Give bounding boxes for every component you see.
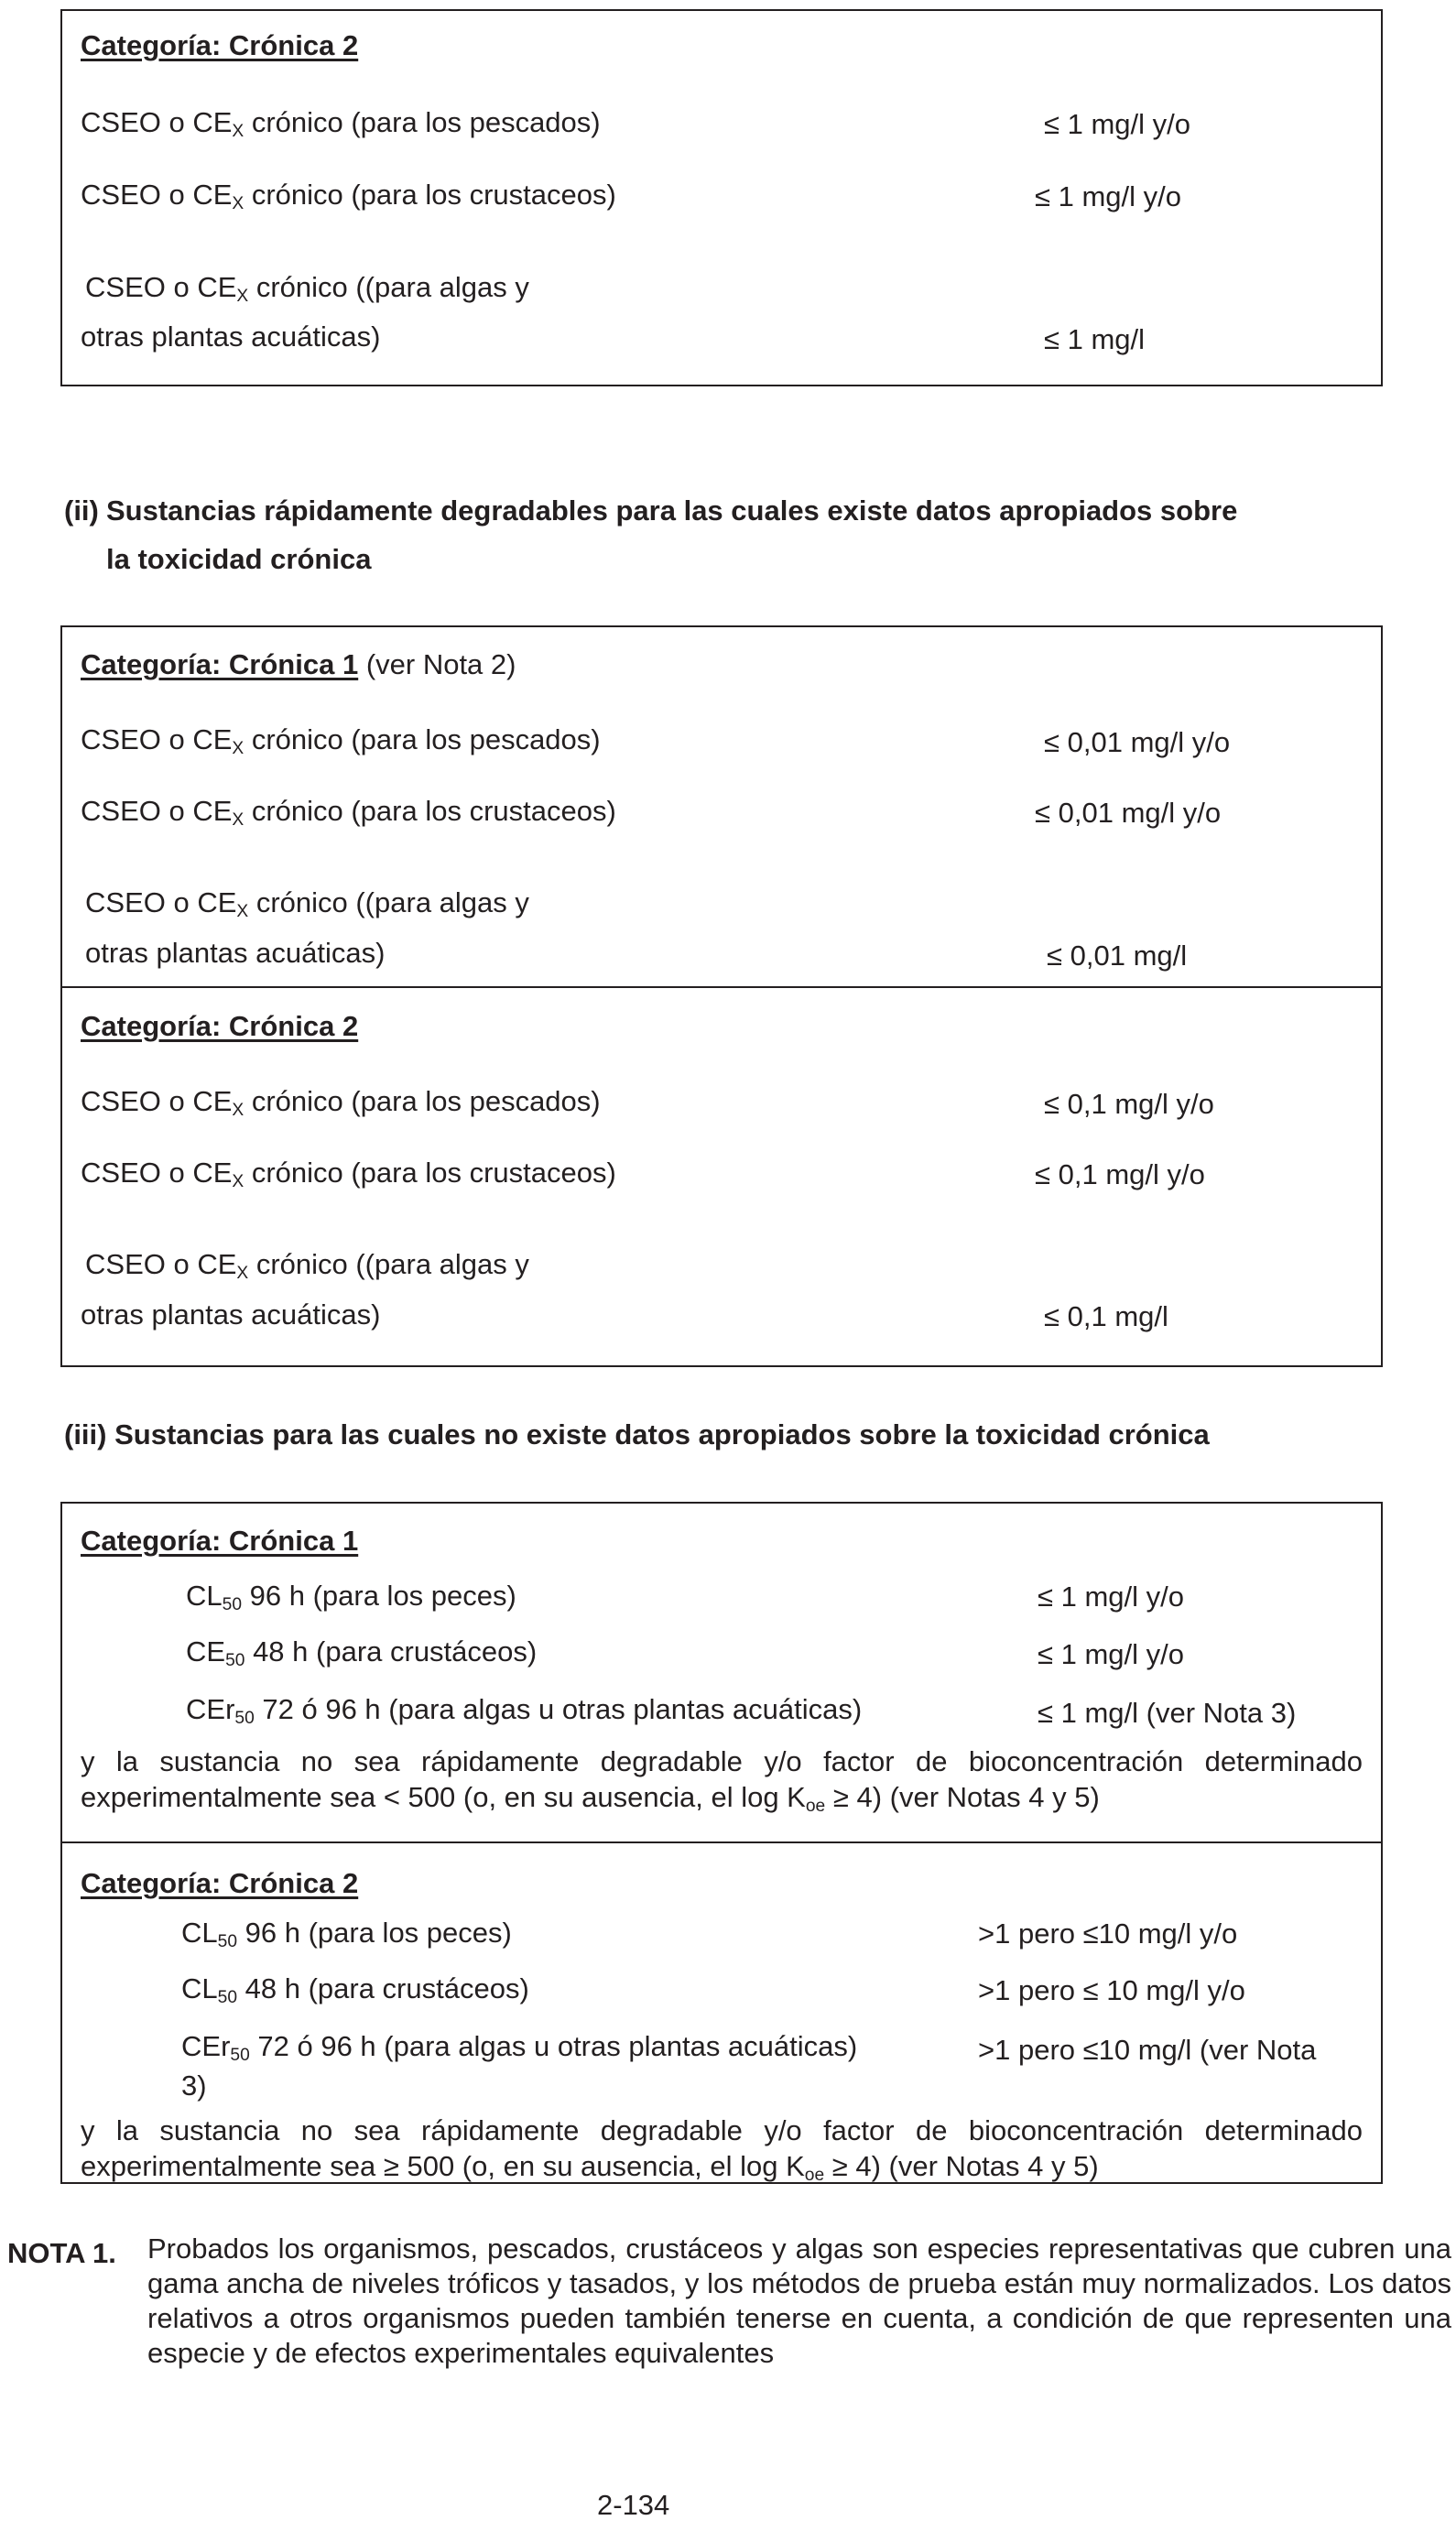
category-heading: Categoría: Crónica 1 (ver Nota 2) (81, 648, 516, 680)
criterion-label: CSEO o $CE_X$ crónico ((para algas y (85, 271, 529, 306)
top-category-heading: Categoría: Crónica 2 (81, 29, 359, 61)
criterion-label: $CE_{50}$ 48 h (para crustáceos) (186, 1635, 538, 1670)
criterion-value: ≤ 1 mg/l (1044, 323, 1146, 355)
criterion-label: $CL_{50}$ 48 h (para crustáceos) (181, 1972, 529, 2007)
category-heading: Categoría: Crónica 1 (81, 1525, 359, 1557)
criterion-value: ≤ 0,1 mg/l y/o (1035, 1158, 1205, 1190)
criterion-label: CSEO o $CE_X$ crónico (para los crustaceos) (81, 795, 616, 830)
criterion-label: CSEO o $CE_X$ crónico (para los pescados) (81, 1085, 601, 1120)
condition-text: y la sustancia no sea rápidamente degradable y/o factor de bioconcentración determinado (81, 2114, 1363, 2146)
page-number: 2-134 (597, 2489, 670, 2521)
section-ii-title: Sustancias rápidamente degradables para las cuales existe datos apropiados sobre (106, 494, 1238, 527)
criterion-value: ≤ 1 mg/l y/o (1044, 108, 1191, 140)
criterion-label: CEr$_{50}$ 72 ó 96 h (para algas u otras plantas acuáticas) (186, 1693, 863, 1728)
criterion-value: ≤ 0,1 mg/l y/o (1044, 1088, 1214, 1120)
category-heading: Categoría: Crónica 2 (81, 1867, 359, 1899)
criterion-value: ≤ 0,01 mg/l y/o (1035, 797, 1222, 829)
criterion-value: >1 pero ≤ 10 mg/l y/o (978, 1974, 1245, 2006)
criterion-label: CSEO o $CE_X$ crónico ((para algas y (85, 1248, 529, 1283)
criterion-label: CSEO o $CE_X$ crónico (para los pescados) (81, 723, 601, 758)
section-ii-title-cont: la toxicidad crónica (106, 543, 372, 575)
criterion-value: ≤ 0,1 mg/l (1044, 1300, 1168, 1332)
criterion-label: $CL_{50}$ 96 h (para los peces) (186, 1580, 516, 1614)
criterion-value: >1 pero ≤10 mg/l y/o (978, 1917, 1238, 1950)
condition-text: experimentalmente sea < 500 (o, en su ausencia, el $\log K_{oe} \ge 4$) (ver Notas 4 y 5) (81, 1781, 1100, 1816)
section-iii-title: (iii) Sustancias para las cuales no existe datos apropiados sobre la toxicidad crónica (64, 1418, 1210, 1450)
criterion-label: CSEO o $CE_X$ crónico (para los pescados) (81, 106, 601, 141)
criterion-label-continuation: otras plantas acuáticas) (81, 1298, 381, 1331)
condition-text: y la sustancia no sea rápidamente degradable y/o factor de bioconcentración determinado (81, 1745, 1363, 1777)
criterion-label-continuation: otras plantas acuáticas) (81, 320, 381, 353)
note-text: Probados los organismos, pescados, crustáceos y algas son especies representativas que cubren una gama ancha de niveles tróficos y tasados, y los métodos de prueba están muy normalizados. Los datos relativos a otros organismos pueden también tenerse en cuenta, a condición de que representen una especie y de efectos experimentales equivalentes (147, 2232, 1451, 2369)
section-ii-label: (ii) (64, 494, 99, 527)
criterion-label: $CL_{50}$ 96 h (para los peces) (181, 1917, 512, 1951)
criterion-value: ≤ 0,01 mg/l y/o (1044, 726, 1231, 758)
criterion-value: ≤ 1 mg/l y/o (1035, 180, 1182, 212)
criterion-value: ≤ 0,01 mg/l (1047, 940, 1188, 972)
criterion-label-continuation: 3) (181, 2069, 207, 2102)
criterion-label: CSEO o $CE_X$ crónico (para los crustaceos) (81, 179, 616, 213)
divider (60, 986, 1383, 988)
criterion-value: ≤ 1 mg/l y/o (1038, 1581, 1185, 1613)
criterion-value: ≤ 1 mg/l y/o (1038, 1638, 1185, 1670)
criterion-value: >1 pero ≤10 mg/l (ver Nota (978, 2034, 1317, 2066)
criterion-label: CSEO o $CE_X$ crónico ((para algas y (85, 886, 529, 921)
criterion-value: ≤ 1 mg/l (ver Nota 3) (1038, 1697, 1297, 1729)
criterion-label: CSEO o $CE_X$ crónico (para los crustaceos) (81, 1157, 616, 1191)
divider (60, 1841, 1383, 1843)
category-heading: Categoría: Crónica 2 (81, 1010, 359, 1042)
condition-text: experimentalmente sea ≥ 500 (o, en su ausencia, el $\log K_{oe} \ge 4$) (ver Notas 4 y 5) (81, 2150, 1099, 2185)
note-label: NOTA 1. (7, 2237, 116, 2269)
criterion-label: CEr$_{50}$ 72 ó 96 h (para algas u otras plantas acuáticas) (181, 2030, 858, 2065)
criterion-label-continuation: otras plantas acuáticas) (85, 937, 386, 969)
